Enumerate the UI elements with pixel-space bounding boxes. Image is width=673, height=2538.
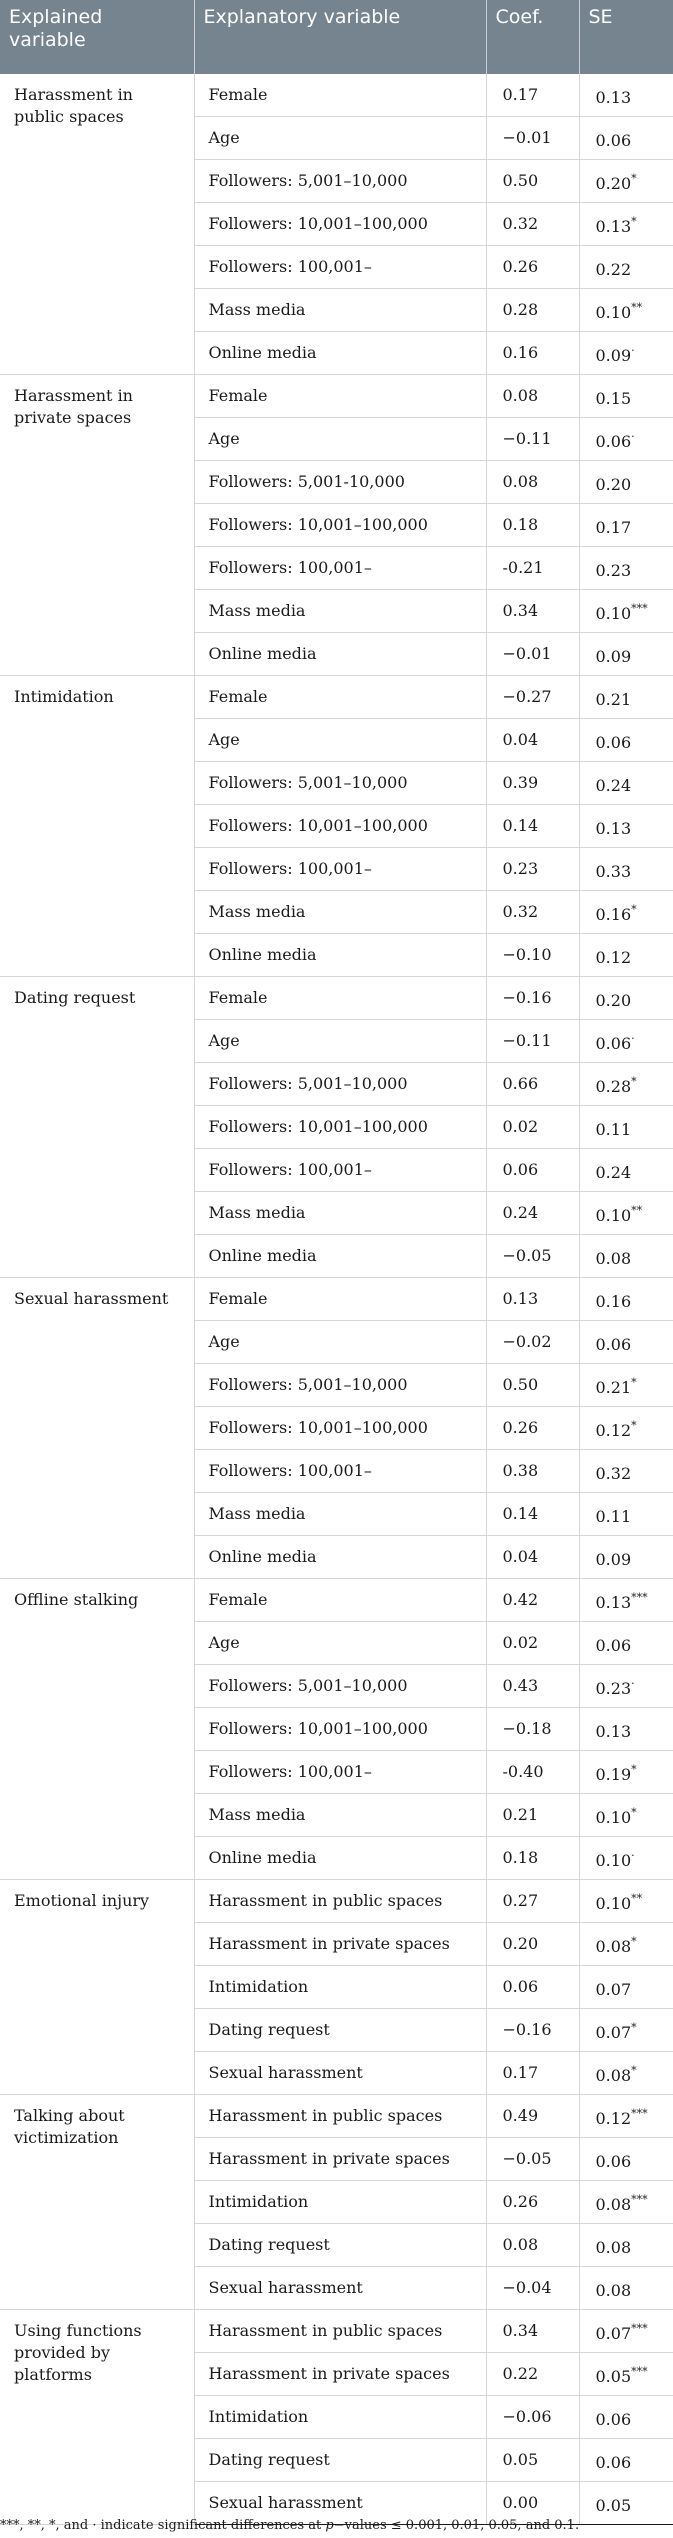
se-cell [579, 1407, 673, 1450]
significance-marker: · [631, 1031, 635, 1045]
significance-marker: *** [631, 2321, 648, 2335]
significance-marker: * [631, 2063, 637, 2077]
explanatory-variable-cell: Age [194, 1321, 486, 1364]
explanatory-variable-cell: Followers: 5,001–10,000 [194, 762, 486, 805]
se-cell [579, 1966, 673, 2009]
significance-marker: * [631, 1762, 637, 1776]
significance-marker: ** [631, 300, 643, 314]
explanatory-variable-cell: Followers: 5,001–10,000 [194, 1665, 486, 1708]
coef-cell: −0.10 [486, 934, 579, 977]
explanatory-variable-cell: Followers: 100,001– [194, 547, 486, 590]
se-cell [579, 2009, 673, 2052]
coef-cell: 0.26 [486, 2181, 579, 2224]
table-row [0, 2095, 673, 2138]
se-value: 0.20 [595, 474, 632, 494]
footnote-p-variable: p [325, 2518, 334, 2533]
explanatory-variable-cell: Followers: 100,001– [194, 1751, 486, 1794]
se-value: 0.08 [595, 2237, 632, 2257]
se-value: 0.12 [595, 2108, 632, 2128]
coef-cell: 0.17 [486, 2052, 579, 2095]
se-value: 0.20 [595, 990, 632, 1010]
se-value: 0.05 [595, 2495, 632, 2515]
se-value: 0.16 [595, 1291, 632, 1311]
se-value: 0.20 [595, 173, 632, 193]
se-cell [579, 934, 673, 977]
explained-variable-cell: Talking about victimization [0, 2095, 194, 2310]
significance-marker: · [631, 1848, 635, 1862]
coef-cell: 0.02 [486, 1622, 579, 1665]
significance-marker: *** [631, 2192, 648, 2206]
explanatory-variable-cell: Online media [194, 1837, 486, 1880]
coef-cell: −0.06 [486, 2396, 579, 2439]
explanatory-variable-cell: Mass media [194, 1794, 486, 1837]
explanatory-variable-cell: Followers: 10,001–100,000 [194, 805, 486, 848]
significance-marker: * [631, 1418, 637, 1432]
coef-cell: 0.27 [486, 1880, 579, 1923]
significance-marker: · [631, 429, 635, 443]
se-value: 0.06 [595, 2409, 632, 2429]
se-cell [579, 1450, 673, 1493]
se-cell [579, 1708, 673, 1751]
se-value: 0.10 [595, 1850, 632, 1870]
se-value: 0.06 [595, 130, 632, 150]
coef-cell: −0.02 [486, 1321, 579, 1364]
se-value: 0.13 [595, 87, 632, 107]
se-cell [579, 461, 673, 504]
header-explained-variable: Explained variable [0, 0, 194, 74]
se-value: 0.17 [595, 517, 632, 537]
explanatory-variable-cell: Harassment in private spaces [194, 1923, 486, 1966]
coef-cell: 0.17 [486, 74, 579, 117]
header-coef: Coef. [486, 0, 579, 74]
se-value: 0.07 [595, 2022, 632, 2042]
explanatory-variable-cell: Followers: 100,001– [194, 1450, 486, 1493]
coef-cell: 0.18 [486, 504, 579, 547]
se-value: 0.23 [595, 560, 632, 580]
coef-cell: −0.01 [486, 117, 579, 160]
coef-cell: 0.16 [486, 332, 579, 375]
se-value: 0.10 [595, 302, 632, 322]
explanatory-variable-cell: Mass media [194, 289, 486, 332]
explained-variable-cell: Intimidation [0, 676, 194, 977]
se-cell [579, 2310, 673, 2353]
coef-cell: 0.08 [486, 461, 579, 504]
se-cell [579, 762, 673, 805]
se-value: 0.24 [595, 1162, 632, 1182]
explanatory-variable-cell: Sexual harassment [194, 2052, 486, 2095]
se-value: 0.06 [595, 2151, 632, 2171]
se-value: 0.11 [595, 1119, 632, 1139]
explained-variable-cell: Sexual harassment [0, 1278, 194, 1579]
se-cell [579, 1751, 673, 1794]
explanatory-variable-cell: Followers: 10,001–100,000 [194, 1106, 486, 1149]
explained-variable-cell: Dating request [0, 977, 194, 1278]
explanatory-variable-cell: Followers: 10,001–100,000 [194, 504, 486, 547]
explanatory-variable-cell: Sexual harassment [194, 2267, 486, 2310]
se-cell [579, 1665, 673, 1708]
significance-marker: * [631, 214, 637, 228]
explanatory-variable-cell: Female [194, 375, 486, 418]
significance-marker: * [631, 1805, 637, 1819]
coef-cell: 0.02 [486, 1106, 579, 1149]
table-row [0, 676, 673, 719]
explanatory-variable-cell: Intimidation [194, 2181, 486, 2224]
coef-cell: 0.05 [486, 2439, 579, 2482]
explanatory-variable-cell: Followers: 10,001–100,000 [194, 1407, 486, 1450]
significance-marker: * [631, 1074, 637, 1088]
coef-cell: 0.34 [486, 2310, 579, 2353]
coef-cell: −0.04 [486, 2267, 579, 2310]
explained-variable-cell: Using functions provided by platforms [0, 2310, 194, 2525]
se-cell [579, 719, 673, 762]
significance-marker: * [631, 171, 637, 185]
table-row [0, 74, 673, 117]
explanatory-variable-cell: Followers: 10,001–100,000 [194, 203, 486, 246]
explanatory-variable-cell: Intimidation [194, 1966, 486, 2009]
se-value: 0.07 [595, 2323, 632, 2343]
se-cell [579, 1536, 673, 1579]
se-cell [579, 1837, 673, 1880]
se-value: 0.08 [595, 2065, 632, 2085]
se-value: 0.07 [595, 1979, 632, 1999]
table-row [0, 977, 673, 1020]
coef-cell: −0.16 [486, 977, 579, 1020]
significance-marker: *** [631, 1590, 648, 1604]
se-value: 0.06 [595, 2452, 632, 2472]
explanatory-variable-cell: Age [194, 719, 486, 762]
coef-cell: 0.42 [486, 1579, 579, 1622]
se-value: 0.24 [595, 775, 632, 795]
se-cell [579, 2181, 673, 2224]
se-cell [579, 848, 673, 891]
se-cell [579, 1579, 673, 1622]
se-value: 0.12 [595, 947, 632, 967]
explanatory-variable-cell: Harassment in private spaces [194, 2353, 486, 2396]
coef-cell: 0.24 [486, 1192, 579, 1235]
explained-variable-cell: Harassment in public spaces [0, 74, 194, 375]
explained-variable-cell: Offline stalking [0, 1579, 194, 1880]
coef-cell: -0.21 [486, 547, 579, 590]
coef-cell: −0.16 [486, 2009, 579, 2052]
se-cell [579, 2224, 673, 2267]
se-cell [579, 1321, 673, 1364]
explanatory-variable-cell: Online media [194, 332, 486, 375]
se-cell [579, 117, 673, 160]
se-cell [579, 289, 673, 332]
explained-variable-cell: Emotional injury [0, 1880, 194, 2095]
significance-marker: *** [631, 2106, 648, 2120]
explanatory-variable-cell: Mass media [194, 1493, 486, 1536]
se-cell [579, 375, 673, 418]
explanatory-variable-cell: Mass media [194, 1192, 486, 1235]
coef-cell: 0.38 [486, 1450, 579, 1493]
explanatory-variable-cell: Dating request [194, 2439, 486, 2482]
se-cell [579, 504, 673, 547]
explanatory-variable-cell: Followers: 5,001–10,000 [194, 1063, 486, 1106]
coef-cell: 0.39 [486, 762, 579, 805]
table-body [0, 74, 673, 2525]
explanatory-variable-cell: Harassment in public spaces [194, 1880, 486, 1923]
se-cell [579, 2396, 673, 2439]
coef-cell: 0.20 [486, 1923, 579, 1966]
se-value: 0.19 [595, 1764, 632, 1784]
se-cell [579, 2138, 673, 2181]
explanatory-variable-cell: Harassment in public spaces [194, 2095, 486, 2138]
table-row [0, 1278, 673, 1321]
se-value: 0.10 [595, 603, 632, 623]
coef-cell: −0.05 [486, 2138, 579, 2181]
significance-marker: *** [631, 2364, 648, 2378]
se-value: 0.08 [595, 2280, 632, 2300]
se-value: 0.13 [595, 1592, 632, 1612]
se-cell [579, 1622, 673, 1665]
explanatory-variable-cell: Followers: 100,001– [194, 848, 486, 891]
explanatory-variable-cell: Mass media [194, 891, 486, 934]
header-row [0, 0, 673, 74]
se-cell [579, 805, 673, 848]
se-cell [579, 1149, 673, 1192]
se-value: 0.05 [595, 2366, 632, 2386]
significance-marker: * [631, 1375, 637, 1389]
header-explanatory-variable: Explanatory variable [194, 0, 486, 74]
se-cell [579, 547, 673, 590]
coef-cell: 0.22 [486, 2353, 579, 2396]
coef-cell: 0.23 [486, 848, 579, 891]
coef-cell: 0.08 [486, 375, 579, 418]
table-row [0, 1880, 673, 1923]
se-value: 0.10 [595, 1807, 632, 1827]
se-value: 0.13 [595, 1721, 632, 1741]
footnote-prefix: ***, **, *, and · indicate significant differences at [0, 2518, 326, 2533]
coef-cell: 0.13 [486, 1278, 579, 1321]
coef-cell: 0.18 [486, 1837, 579, 1880]
explanatory-variable-cell: Female [194, 1579, 486, 1622]
se-cell [579, 1880, 673, 1923]
explanatory-variable-cell: Followers: 100,001– [194, 1149, 486, 1192]
table-footnote [0, 2518, 673, 2534]
explanatory-variable-cell: Mass media [194, 590, 486, 633]
coef-cell: 0.34 [486, 590, 579, 633]
significance-marker: * [631, 1934, 637, 1948]
se-value: 0.13 [595, 818, 632, 838]
significance-marker: · [631, 343, 635, 357]
explanatory-variable-cell: Female [194, 1278, 486, 1321]
coef-cell: 0.26 [486, 1407, 579, 1450]
header-se: SE [579, 0, 673, 74]
explanatory-variable-cell: Online media [194, 1536, 486, 1579]
coef-cell: −0.18 [486, 1708, 579, 1751]
se-value: 0.16 [595, 904, 632, 924]
explanatory-variable-cell: Female [194, 74, 486, 117]
se-cell [579, 2267, 673, 2310]
se-cell [579, 2052, 673, 2095]
coef-cell: 0.14 [486, 805, 579, 848]
coef-cell: 0.50 [486, 1364, 579, 1407]
coef-cell: 0.04 [486, 1536, 579, 1579]
se-value: 0.11 [595, 1506, 632, 1526]
se-cell [579, 332, 673, 375]
explanatory-variable-cell: Followers: 5,001–10,000 [194, 1364, 486, 1407]
explanatory-variable-cell: Dating request [194, 2224, 486, 2267]
coef-cell: 0.06 [486, 1149, 579, 1192]
se-value: 0.08 [595, 2194, 632, 2214]
coef-cell: -0.40 [486, 1751, 579, 1794]
se-cell [579, 633, 673, 676]
explanatory-variable-cell: Sexual harassment [194, 2482, 486, 2525]
explanatory-variable-cell: Dating request [194, 2009, 486, 2052]
explanatory-variable-cell: Followers: 100,001– [194, 246, 486, 289]
significance-marker: *** [631, 601, 648, 615]
se-value: 0.22 [595, 259, 632, 279]
coef-cell: −0.05 [486, 1235, 579, 1278]
table-header [0, 0, 673, 74]
explanatory-variable-cell: Online media [194, 633, 486, 676]
explanatory-variable-cell: Online media [194, 934, 486, 977]
coef-cell: 0.08 [486, 2224, 579, 2267]
se-value: 0.09 [595, 646, 632, 666]
se-value: 0.06 [595, 732, 632, 752]
explanatory-variable-cell: Online media [194, 1235, 486, 1278]
se-cell [579, 74, 673, 117]
se-cell [579, 203, 673, 246]
se-cell [579, 1106, 673, 1149]
explanatory-variable-cell: Followers: 5,001-10,000 [194, 461, 486, 504]
se-cell [579, 2439, 673, 2482]
table-row [0, 1579, 673, 1622]
se-value: 0.23 [595, 1678, 632, 1698]
coef-cell: 0.49 [486, 2095, 579, 2138]
se-value: 0.21 [595, 1377, 632, 1397]
footnote-suffix: −values ≤ 0.001, 0.01, 0.05, and 0.1. [333, 2518, 580, 2533]
explanatory-variable-cell: Female [194, 977, 486, 1020]
coef-cell: −0.27 [486, 676, 579, 719]
se-cell [579, 1235, 673, 1278]
se-value: 0.10 [595, 1893, 632, 1913]
explanatory-variable-cell: Followers: 10,001–100,000 [194, 1708, 486, 1751]
se-cell [579, 1278, 673, 1321]
se-cell [579, 2353, 673, 2396]
coef-cell: 0.00 [486, 2482, 579, 2525]
explanatory-variable-cell: Intimidation [194, 2396, 486, 2439]
se-cell [579, 977, 673, 1020]
explanatory-variable-cell: Age [194, 117, 486, 160]
se-value: 0.33 [595, 861, 632, 881]
significance-marker: * [631, 902, 637, 916]
coef-cell: 0.66 [486, 1063, 579, 1106]
se-cell [579, 2095, 673, 2138]
coef-cell: 0.50 [486, 160, 579, 203]
significance-marker: · [631, 1676, 635, 1690]
se-value: 0.06 [595, 1635, 632, 1655]
explanatory-variable-cell: Age [194, 418, 486, 461]
explanatory-variable-cell: Age [194, 1020, 486, 1063]
se-value: 0.15 [595, 388, 632, 408]
table-row [0, 2310, 673, 2353]
coef-cell: 0.14 [486, 1493, 579, 1536]
se-cell [579, 1020, 673, 1063]
significance-marker: ** [631, 1891, 643, 1905]
se-value: 0.28 [595, 1076, 632, 1096]
se-cell [579, 891, 673, 934]
explanatory-variable-cell: Female [194, 676, 486, 719]
se-cell [579, 1493, 673, 1536]
explanatory-variable-cell: Age [194, 1622, 486, 1665]
coef-cell: 0.32 [486, 891, 579, 934]
coef-cell: 0.43 [486, 1665, 579, 1708]
explained-variable-cell: Harassment in private spaces [0, 375, 194, 676]
table-row [0, 375, 673, 418]
se-cell [579, 1364, 673, 1407]
se-value: 0.21 [595, 689, 632, 709]
explanatory-variable-cell: Harassment in private spaces [194, 2138, 486, 2181]
se-value: 0.09 [595, 1549, 632, 1569]
significance-marker: ** [631, 1203, 643, 1217]
se-cell [579, 1923, 673, 1966]
se-value: 0.08 [595, 1248, 632, 1268]
explanatory-variable-cell: Followers: 5,001–10,000 [194, 160, 486, 203]
explanatory-variable-cell: Harassment in public spaces [194, 2310, 486, 2353]
se-cell [579, 1192, 673, 1235]
coef-cell: 0.32 [486, 203, 579, 246]
coef-cell: −0.11 [486, 1020, 579, 1063]
se-value: 0.08 [595, 1936, 632, 1956]
coef-cell: −0.11 [486, 418, 579, 461]
significance-marker: * [631, 2020, 637, 2034]
se-cell [579, 1794, 673, 1837]
coef-cell: 0.06 [486, 1966, 579, 2009]
se-cell [579, 418, 673, 461]
coef-cell: 0.21 [486, 1794, 579, 1837]
se-value: 0.06 [595, 1334, 632, 1354]
coef-cell: 0.26 [486, 246, 579, 289]
se-value: 0.13 [595, 216, 632, 236]
se-value: 0.12 [595, 1420, 632, 1440]
coef-cell: 0.04 [486, 719, 579, 762]
se-value: 0.10 [595, 1205, 632, 1225]
se-cell [579, 1063, 673, 1106]
se-cell [579, 246, 673, 289]
se-value: 0.09 [595, 345, 632, 365]
se-cell [579, 676, 673, 719]
se-value: 0.06 [595, 431, 632, 451]
coef-cell: −0.01 [486, 633, 579, 676]
se-value: 0.32 [595, 1463, 632, 1483]
coef-cell: 0.28 [486, 289, 579, 332]
se-cell [579, 590, 673, 633]
se-cell [579, 160, 673, 203]
se-value: 0.06 [595, 1033, 632, 1053]
